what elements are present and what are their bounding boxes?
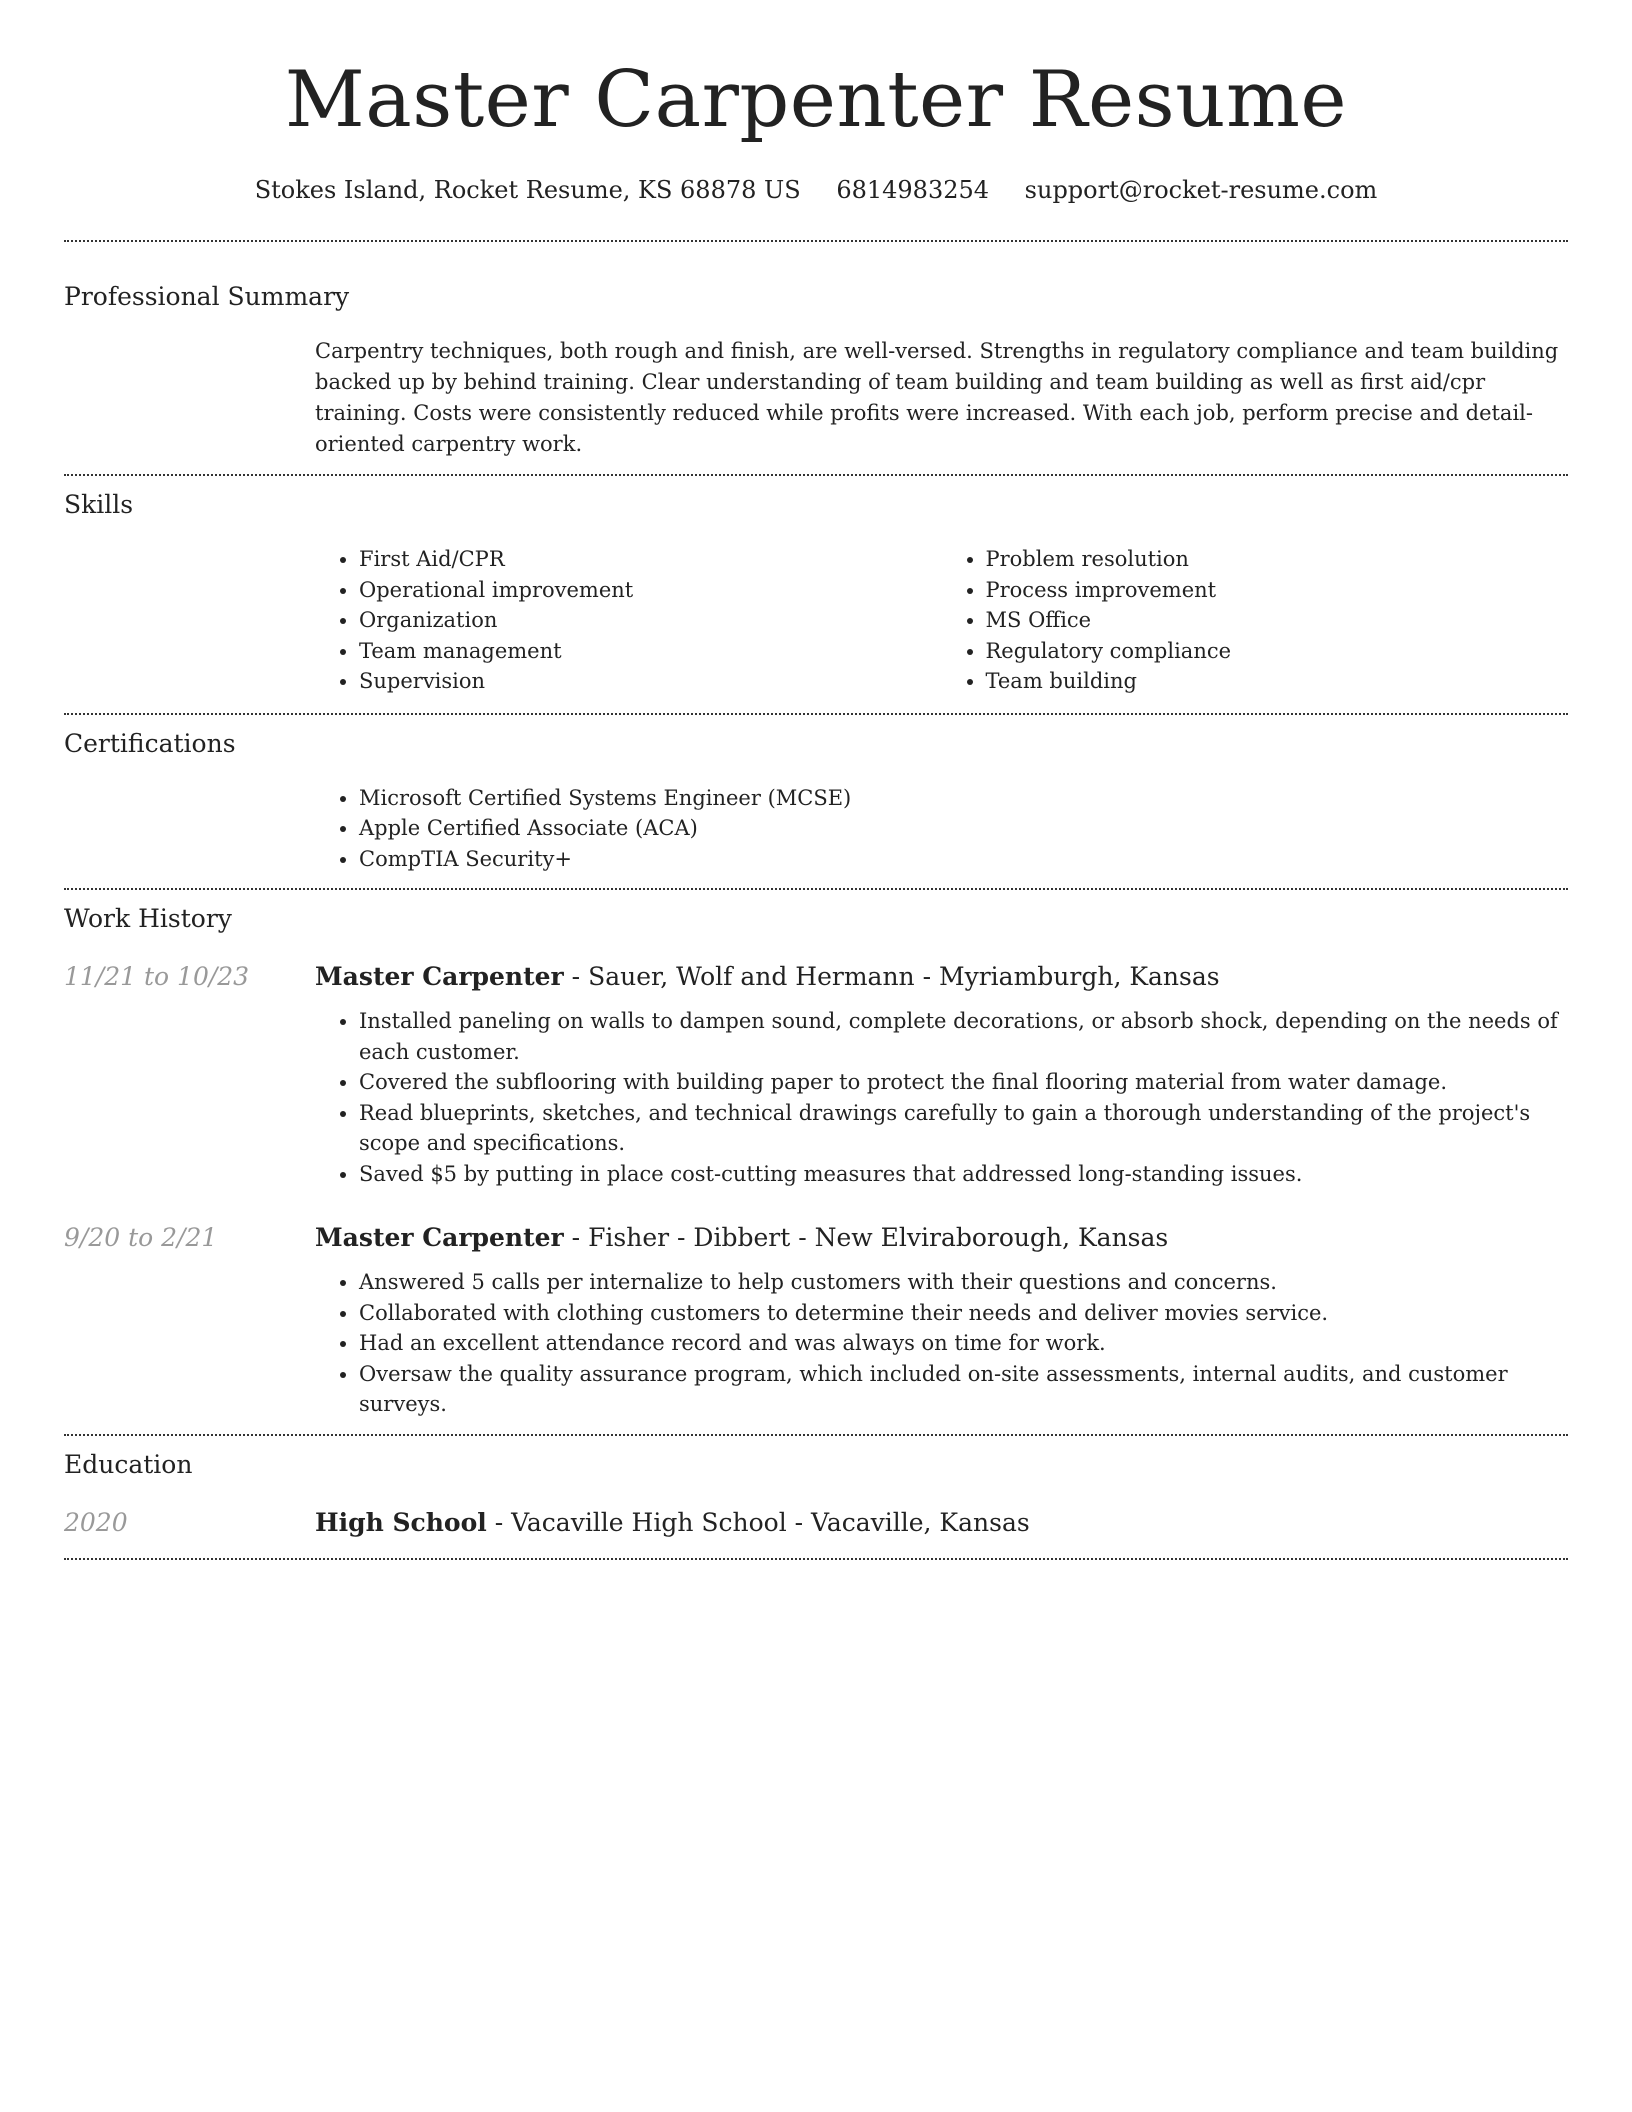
list-item: • Team management xyxy=(359,636,942,667)
contact-phone: 6814983254 xyxy=(836,176,990,204)
work-entry xyxy=(64,960,1568,1189)
certifications-content xyxy=(315,783,1568,875)
list-item: • Organization xyxy=(359,605,942,636)
summary-heading: Professional Summary xyxy=(64,282,350,311)
work-title xyxy=(315,960,1220,994)
education-degree: High School xyxy=(315,1507,487,1537)
skills-section xyxy=(64,476,1568,713)
skills-heading: Skills xyxy=(64,490,134,519)
work-entry-header xyxy=(64,1221,1568,1255)
work-role: Master Carpenter xyxy=(315,1223,564,1252)
certifications-list xyxy=(315,783,1568,875)
summary-text: Carpentry techniques, both rough and finish, are well-versed. Strengths in regulatory compliance and team building backed up by behind training. Clear understanding of team building and team building as well as first aid/cpr training. Costs were consistently reduced while profits were increased. With each job, perform precise and detail-oriented carpentry work. xyxy=(315,339,1559,456)
work-employer: - Fisher - Dibbert - New Elviraborough, Kansas xyxy=(563,1223,1169,1252)
work-section xyxy=(64,890,1568,1434)
list-item: • Saved $5 by putting in place cost-cutting measures that addressed long-standing issues. xyxy=(359,1159,1568,1190)
divider xyxy=(64,1558,1568,1560)
list-item: • Team building xyxy=(986,666,1569,697)
list-item: • Covered the subflooring with building paper to protect the final flooring material from water damage. xyxy=(359,1067,1568,1098)
resume-title: Master Carpenter Resume xyxy=(284,55,1348,145)
work-bullet-list xyxy=(315,1006,1568,1189)
education-entry xyxy=(64,1506,1568,1540)
work-bullets xyxy=(315,1267,1568,1420)
contact-line xyxy=(64,174,1568,206)
work-title xyxy=(315,1221,1168,1255)
list-item: • Answered 5 calls per internalize to help customers with their questions and concerns. xyxy=(359,1267,1568,1298)
work-heading: Work History xyxy=(64,904,232,933)
list-item: • Supervision xyxy=(359,666,942,697)
list-item: • Regulatory compliance xyxy=(986,636,1569,667)
work-bullets xyxy=(315,1006,1568,1189)
certifications-heading: Certifications xyxy=(64,728,236,758)
education-entry-header xyxy=(64,1506,1568,1540)
summary-content xyxy=(315,336,1568,460)
work-bullet-list xyxy=(315,1267,1568,1420)
list-item: • Installed paneling on walls to dampen sound, complete decorations, or absorb shock, depending on the needs of each customer. xyxy=(359,1006,1568,1067)
skills-list-left xyxy=(315,544,942,697)
work-role: Master Carpenter xyxy=(315,962,564,991)
list-item: • Microsoft Certified Systems Engineer (MCSE) xyxy=(359,783,1568,814)
list-item: • Problem resolution xyxy=(986,544,1569,575)
work-entry-header xyxy=(64,960,1568,994)
list-item: • Process improvement xyxy=(986,575,1569,606)
education-school: - Vacaville High School - Vacaville, Kansas xyxy=(486,1507,1030,1537)
work-dates: 9/20 to 2/21 xyxy=(64,1223,218,1252)
list-item: • MS Office xyxy=(986,605,1569,636)
education-heading: Education xyxy=(64,1449,193,1479)
list-item: • Had an excellent attendance record and was always on time for work. xyxy=(359,1328,1568,1359)
work-dates: 11/21 to 10/23 xyxy=(64,962,250,991)
education-section xyxy=(64,1436,1568,1558)
summary-section xyxy=(64,242,1568,474)
skills-list-right xyxy=(942,544,1569,697)
education-title xyxy=(315,1506,1030,1540)
certifications-section xyxy=(64,715,1568,889)
list-item: • Apple Certified Associate (ACA) xyxy=(359,813,1568,844)
list-item: • Oversaw the quality assurance program, which included on-site assessments, internal audits, and customer surveys. xyxy=(359,1359,1568,1420)
list-item: • Operational improvement xyxy=(359,575,942,606)
skills-grid xyxy=(315,544,1568,697)
education-year: 2020 xyxy=(64,1507,128,1537)
list-item: • Collaborated with clothing customers to determine their needs and deliver movies service. xyxy=(359,1298,1568,1329)
work-employer: - Sauer, Wolf and Hermann - Myriamburgh, Kansas xyxy=(563,962,1220,991)
list-item: • Read blueprints, sketches, and technical drawings carefully to gain a thorough understanding of the project's scope and specifications. xyxy=(359,1098,1568,1159)
work-entry xyxy=(64,1221,1568,1420)
contact-address: Stokes Island, Rocket Resume, KS 68878 US xyxy=(254,176,801,204)
list-item: • First Aid/CPR xyxy=(359,544,942,575)
list-item: • CompTIA Security+ xyxy=(359,844,1568,875)
contact-email: support@rocket-resume.com xyxy=(1024,176,1378,204)
